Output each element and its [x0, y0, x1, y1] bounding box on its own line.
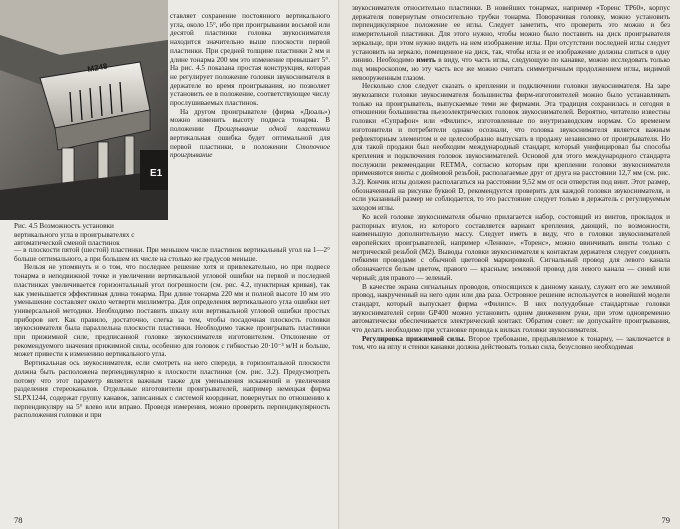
scale-label: M248: [86, 61, 109, 74]
cartridge-illustration: [0, 0, 168, 220]
figure-caption: Рис. 4.5 Возможность установки вертикального угла в проигрывателях с автоматической сменой пластинок: [14, 222, 135, 248]
corner-mark: E1: [150, 168, 163, 179]
side-paragraph-2: [170, 108, 330, 160]
right-paragraph-1-bold: иметь: [416, 56, 436, 65]
side-column: [170, 12, 330, 160]
section-heading-pressure: Регулировка прижимной силы.: [362, 334, 466, 343]
page-number-right: 79: [661, 515, 670, 525]
right-paragraph-3: Ко всей головке звукоснимателя обычно прилагается набор, состоящий из винтов, прокладок и распорных втулок, из которого составляется вариант крепления, дающий, по возможности, наименьшую дополнительную массу. Следует иметь в виду, что в головки звукоснимателей европейских проигрывателей, например «Леннко», «Торенс», можно ввинчивать винты только с метрической резьбой (M2). Выводы головки звукоснимателя к контактам держателя следует соединять гибкими проводами с обычной цветовой маркировкой. Сигнальный провод для левого канала обозначается белым цветом, правого — красным; земляной провод для левого канала — синий или черный; для правого — зеленый.: [352, 212, 670, 282]
page-number-left: 78: [14, 515, 23, 525]
side-text-end: — в плоскости пятой (шестой) пластинки. При меньшем числе пластинок вертикальный угол на 1—2° больше оптимального, а при большем их числе на столько же градусов меньше.: [14, 246, 330, 263]
side-text-start: На другом проигрывателе (фирма «Дюаль») можно изменить высоту подвеса тонарма. В положении: [170, 107, 330, 134]
figure-photo: [0, 0, 168, 220]
side-text-mid: вертикальная ошибка будет оптимальной для первой пластинки, в положении: [170, 133, 330, 151]
right-paragraph-1-text: звукоснимателя относительно пластинки. В новейших тонармах, например «Торенс ТР60», корпус держателя повернутым относительно трубки тонарма. Поворачивая головку, можно установить перпендикулярное положение ее иглы. Следует заметить, что проверить это можно и без измерительной пластинки. Для этого нужно, чтобы можно было поставить на диск проигрывателя зеркальце, при этом нужно видеть на нем изображение иглы. При отсутствии последней иглы следует установить на зеркало, помещенное на диск, так, чтобы игла и ее изображение должны слиться в одну линию. Необходимо: [352, 4, 670, 65]
side-text-em-2: Стопочное проигрывание: [170, 142, 330, 160]
left-paragraph-2: Вертикальная ось звукоснимателя, если смотреть на него спереди, в горизонтальной плоскости должна быть расположена перпендикулярно к плоскости пластинки (см. рис. 3.2). Предусмотреть потому что этот параметр является важным также для уменьшения искажений и увеличения разделения стереоканалов. Отдельные изготовители проигрывателей, например немецкая фирма SLPX1244, содержат группу канавок, записанных с системой координат, повернутых по отношению к перпендикуляру на 5° влево или вправо. Проведя измерения, можно проверить перпендикулярность расположения головки и при: [14, 359, 330, 420]
right-main-column: [352, 4, 670, 352]
side-text-em-1: Проигрывание одной пластинки: [214, 125, 330, 134]
right-page: [340, 0, 680, 529]
right-paragraph-4: В качестве экрана сигнальных проводов, относящихся к данному каналу, служит его же земляной провод, накрученный на него один или два раза. Островное решение используется в новейшей модели стандарт, который выпускает фирма «Филипс». В них полуудобные стандартные головки звукоснимателей серии GP400 можно установить одним движением руки, при этом одновременно автоматически обеспечивается электрический контакт. Обратим совет: не допускайте проигрывания, что делать необходимо при установке провода к вилках головки звукоснимателя.: [352, 282, 670, 335]
right-paragraph-5-text: Второе требование, предъявляемое к тонарму, — заключается в том, что на иглу и стенки канавки должна действовать только сила, безусловно необходимая: [352, 334, 670, 352]
right-paragraph-5: [352, 335, 670, 352]
right-paragraph-1: [352, 4, 670, 82]
left-main-column: [14, 246, 330, 420]
side-paragraph-1: ставляет сохранение постоянного вертикального угла, около 15°, ибо при проигрывании восьмой или десятой пластинки головка звукоснимателя находится значительно выше плоскости первой пластинки. При средней толщине пластинки 2 мм и длине тонарма 200 мм это изменение превышает 5°. На рис. 4.5 показана простая конструкция, которая не регулирует положение головки звукоснимателя в держателе во время проигрывания, но позволяет установить ее в положение, соответствующее числу прослушиваемых пластинок.: [170, 12, 330, 108]
left-paragraph-1: Нельзя не упомянуть и о том, что последнее решение хотя и привлекательно, но при подвесе тонарма в неподвижной точке и увеличении вертикальной угловой ошибки на первой и последней пластинках увеличивается горизонтальный угол погрешности (см. рис. 4.2, пунктирная кривая), так как уменьшается эффективная длина тонарма. При длине тонарма 220 мм и полной высоте 10 мм это уменьшение составляет около четверти миллиметра. Для определения вертикального угла ошибки нет универсальной методики. Необходимо поставить шкалу или вертикальной угловой ошибки простых приборов нет. Как правило, достаточно, слегка за тем, чтобы посадочная плоскость головки звукоснимателя была параллельна плоскости пластинки. Необходимо также проигрывать пластинки при прижимной силе, предписанной головке звукоснимателя изготовителем. Отклонение от рекомендуемого значения прижимной силы, особенно для головок с гибкостью 20·10⁻³ м/Н и больше, может привести к изменению вертикального угла.: [14, 263, 330, 359]
right-paragraph-2: Несколько слов следует сказать о креплении и подключении головки звукоснимателя. На заре звукозаписи головки звукоснимателя большинства фирм-изготовителей можно было устанавливать только на проигрыватель, выпускаемые теми же фирмами. Эта традиция сохранилась и сегодня в отношении большинства пьезоэлектрических головок звукоснимателей. Вероятно, читателю известны головки «Супрафон» или «Филипс», изготовленные по внутризаводским нормам. Со временем изготовители и потребители однако осознали, что головка звукоснимателя является важным рефлекторным элементом и ее целесообразно выпускать в продажу независимо от проигрывателя. Но для такой продажи был необходим международный стандарт, который унифицировал бы способы крепления и подключения головок звукоснимателей. Основой для этого международного стандарта послужили рекомендации RETMA, согласно которым при креплении головки звукоснимателя применяются винты с дюймовой резьбой, располагаемые друг от друга на расстоянии 12,7 мм (см. рис. 3.2). Кончик иглы должен располагаться на расстоянии 9,52 мм от оси отверстия под винт. Этот размер, обозначенный на рисунке буквой D, рекомендуется проверить для каждой головки звукоснимателя, и если указанный размер не соблюдается, то это расстояние следует только в держатель с регулируемым заходом иглы.: [352, 82, 670, 213]
right-paragraph-1-end: в виду, что часть иглы, следующую по канавке, можно исследовать только под микроскопом, но эту часть все же можно считать симметричным продолжением иглы, видимой невооруженным глазом.: [352, 56, 671, 82]
